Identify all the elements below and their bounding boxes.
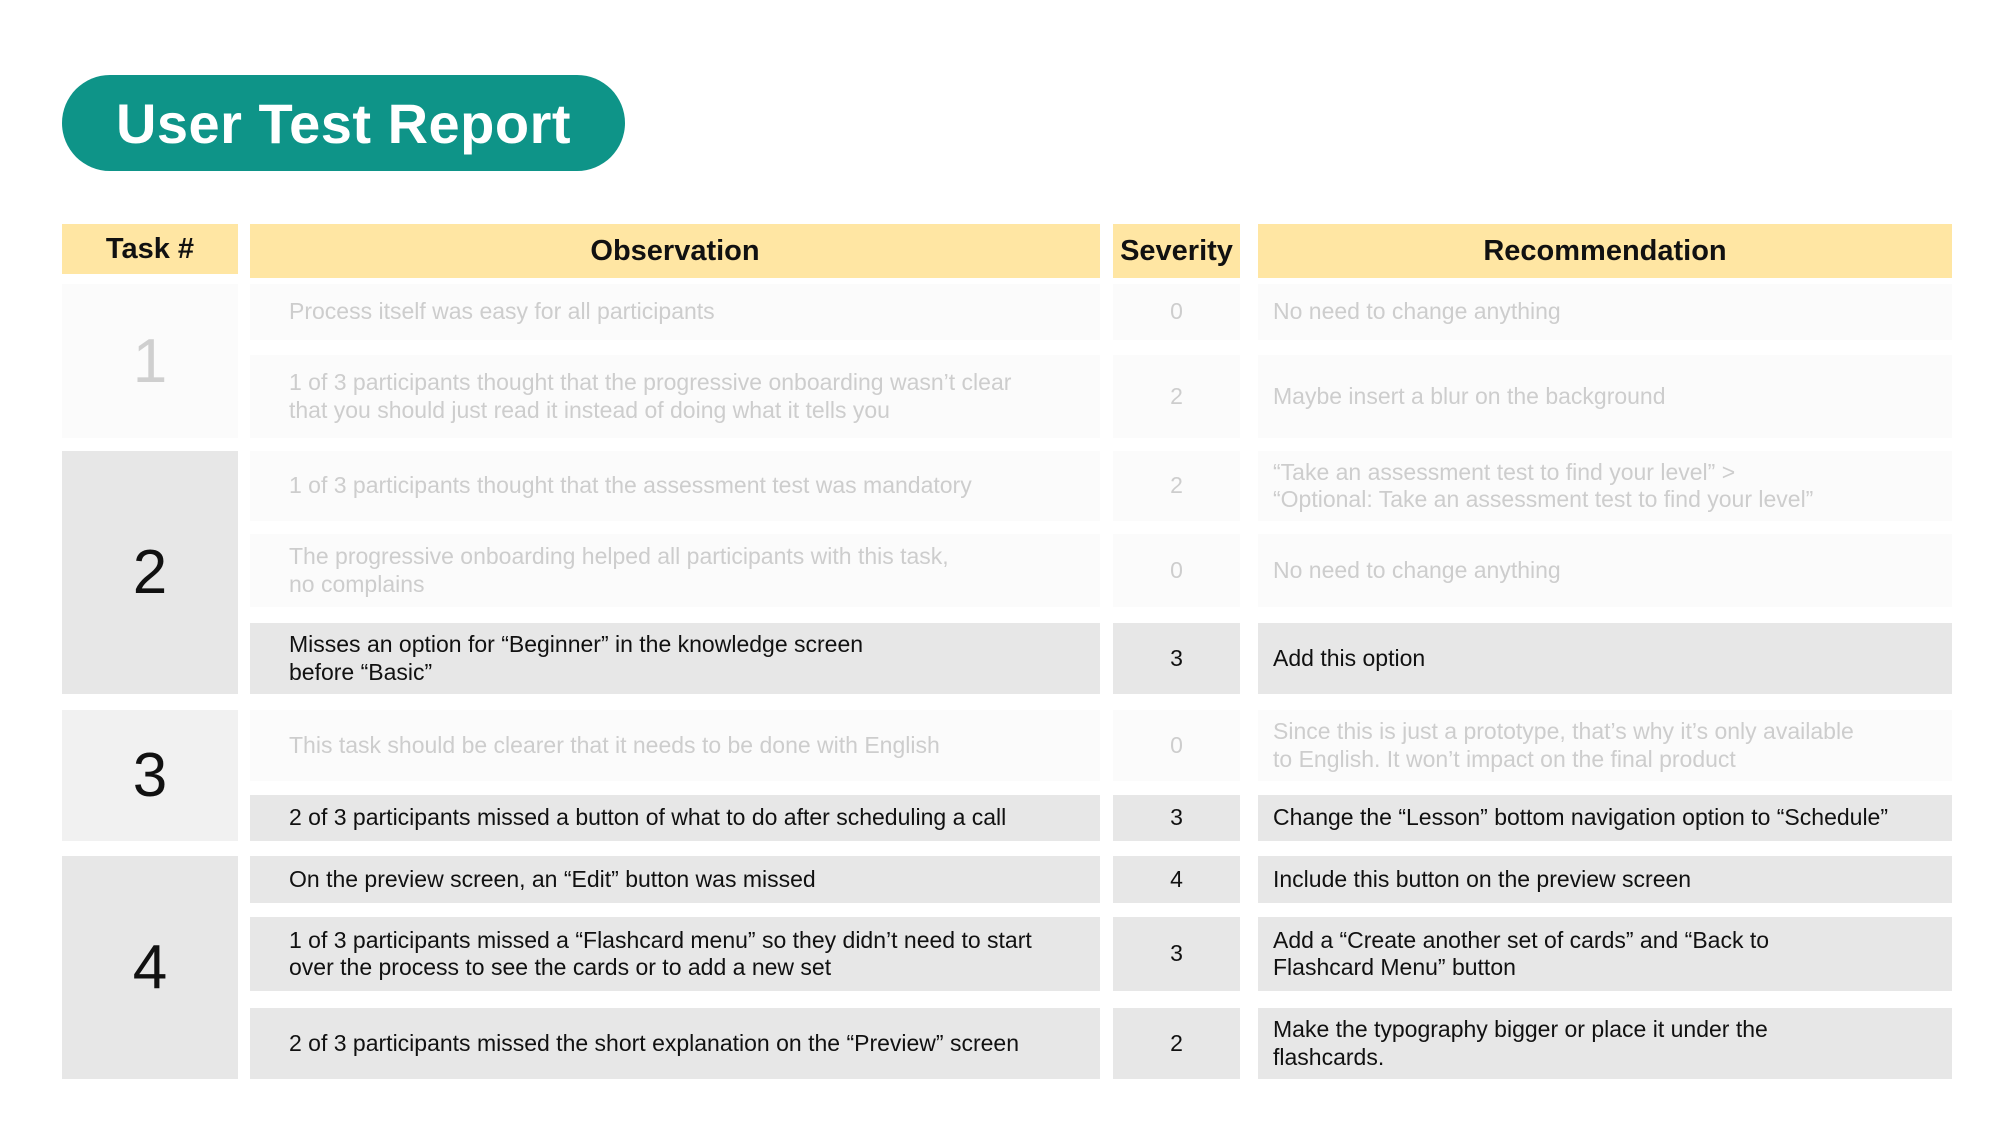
severity-cell: 0 (1113, 534, 1240, 607)
task-number-1: 1 (62, 284, 238, 438)
recommendation-cell: Include this button on the preview screen (1258, 856, 1952, 903)
severity-cell: 2 (1113, 355, 1240, 438)
observation-cell: 1 of 3 participants thought that the progressive onboarding wasn’t clear that you should just read it instead of doing what it tells you (250, 355, 1100, 438)
header-recommendation: Recommendation (1258, 224, 1952, 278)
recommendation-cell: No need to change anything (1258, 284, 1952, 340)
severity-cell: 2 (1113, 1008, 1240, 1079)
report-title: User Test Report (62, 75, 625, 171)
severity-cell: 3 (1113, 917, 1240, 991)
header-task: Task # (62, 224, 238, 274)
severity-cell: 3 (1113, 795, 1240, 841)
recommendation-cell: Since this is just a prototype, that’s why it’s only available to English. It won’t impact on the final product (1258, 710, 1952, 781)
severity-cell: 0 (1113, 284, 1240, 340)
observation-cell: Process itself was easy for all participants (250, 284, 1100, 340)
observation-cell: This task should be clearer that it needs to be done with English (250, 710, 1100, 781)
observation-cell: 2 of 3 participants missed the short explanation on the “Preview” screen (250, 1008, 1100, 1079)
recommendation-cell: Change the “Lesson” bottom navigation option to “Schedule” (1258, 795, 1952, 841)
severity-cell: 4 (1113, 856, 1240, 903)
observation-cell: The progressive onboarding helped all participants with this task, no complains (250, 534, 1100, 607)
recommendation-cell: “Take an assessment test to find your level” > “Optional: Take an assessment test to find your level” (1258, 451, 1952, 521)
task-number-4: 4 (62, 856, 238, 1079)
recommendation-cell: No need to change anything (1258, 534, 1952, 607)
observation-cell: 2 of 3 participants missed a button of what to do after scheduling a call (250, 795, 1100, 841)
header-severity: Severity (1113, 224, 1240, 278)
recommendation-cell: Add a “Create another set of cards” and “Back to Flashcard Menu” button (1258, 917, 1952, 991)
header-observation: Observation (250, 224, 1100, 278)
recommendation-cell: Maybe insert a blur on the background (1258, 355, 1952, 438)
severity-cell: 3 (1113, 623, 1240, 694)
severity-cell: 0 (1113, 710, 1240, 781)
recommendation-cell: Add this option (1258, 623, 1952, 694)
observation-cell: 1 of 3 participants thought that the assessment test was mandatory (250, 451, 1100, 521)
task-number-3: 3 (62, 710, 238, 841)
recommendation-cell: Make the typography bigger or place it under the flashcards. (1258, 1008, 1952, 1079)
task-number-2: 2 (62, 451, 238, 694)
observation-cell: On the preview screen, an “Edit” button was missed (250, 856, 1100, 903)
observation-cell: 1 of 3 participants missed a “Flashcard menu” so they didn’t need to start over the process to see the cards or to add a new set (250, 917, 1100, 991)
severity-cell: 2 (1113, 451, 1240, 521)
observation-cell: Misses an option for “Beginner” in the knowledge screen before “Basic” (250, 623, 1100, 694)
